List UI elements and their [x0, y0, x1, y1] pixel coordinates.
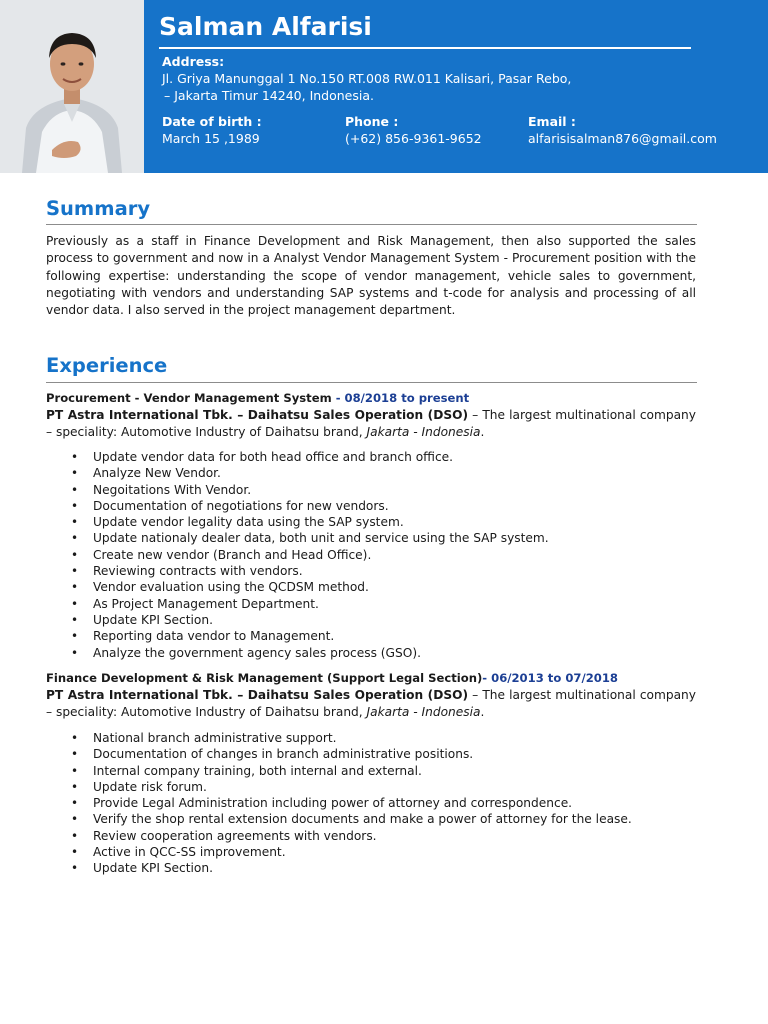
job-duties-2 — [46, 730, 696, 877]
summary-heading: Summary — [46, 197, 151, 220]
list-item: • Update vendor data for both head office and branch office. — [46, 449, 696, 465]
list-item: • Provide Legal Administration including power of attorney and correspondence. — [46, 795, 696, 811]
profile-photo — [0, 0, 144, 173]
job-company-2 — [46, 687, 696, 720]
address-line-1: Jl. Griya Manunggal 1 No.150 RT.008 RW.011 Kalisari, Pasar Rebo, — [162, 71, 572, 86]
list-item: • Update vendor legality data using the SAP system. — [46, 514, 696, 530]
list-item: • National branch administrative support. — [46, 730, 696, 746]
list-item: • As Project Management Department. — [46, 596, 696, 612]
job-company-1 — [46, 407, 696, 440]
company-location: Jakarta - Indonesia — [366, 424, 481, 439]
job-dates: 06/2013 to 07/2018 — [491, 671, 618, 685]
dob-label: Date of birth : — [162, 114, 262, 129]
company-description: – The largest multinational company – speciality: Automotive Industry of Daihatsu brand, — [46, 688, 696, 719]
list-item: • Update risk forum. — [46, 779, 696, 795]
address-line-2: – Jakarta Timur 14240, Indonesia. — [164, 88, 374, 103]
dob-value: March 15 ,1989 — [162, 131, 260, 146]
job-duties-1 — [46, 449, 696, 661]
phone-value: (+62) 856-9361-9652 — [345, 131, 482, 146]
company-end-mark: . — [480, 704, 485, 719]
email-value: alfarisisalman876@gmail.com — [528, 131, 717, 146]
name-underline — [159, 47, 691, 49]
list-item: • Update KPI Section. — [46, 612, 696, 628]
job-title-1 — [46, 391, 696, 405]
list-item: • Negoitations With Vendor. — [46, 482, 696, 498]
company-location: Jakarta - Indonesia — [366, 704, 481, 719]
list-item: • Reporting data vendor to Management. — [46, 628, 696, 644]
job-date-separator: - — [331, 391, 345, 405]
candidate-name: Salman Alfarisi — [159, 12, 372, 41]
list-item: • Review cooperation agreements with vendors. — [46, 828, 696, 844]
job-title-2 — [46, 671, 696, 685]
experience-divider — [46, 382, 697, 383]
resume-header — [0, 0, 768, 173]
summary-text: Previously as a staff in Finance Development and Risk Management, then also supported the sales process to government and now in a Analyst Vendor Management System - Procurement position with the following expertise: understanding the scope of vendor management, vehicle sales to government, negotiating with vendors and understanding SAP systems and t-code for analysis and processing of all vendor data. I also served in the project management department. — [46, 234, 696, 318]
job-dates: 08/2018 to present — [344, 391, 470, 405]
company-description: – The largest multinational company – speciality: Automotive Industry of Daihatsu brand, — [46, 408, 696, 439]
person-portrait-icon — [0, 0, 144, 173]
company-name: PT Astra International Tbk. – Daihatsu Sales Operation (DSO) — [46, 408, 469, 422]
list-item: • Internal company training, both internal and external. — [46, 763, 696, 779]
list-item: • Documentation of changes in branch administrative positions. — [46, 746, 696, 762]
job-date-separator: - — [482, 671, 492, 685]
company-end-mark: . — [480, 424, 485, 439]
list-item: • Vendor evaluation using the QCDSM method. — [46, 579, 696, 595]
list-item: • Reviewing contracts with vendors. — [46, 563, 696, 579]
address-label: Address: — [162, 54, 225, 69]
job-role: Finance Development & Risk Management (Support Legal Section) — [46, 671, 483, 685]
summary-divider — [46, 224, 697, 225]
list-item: • Update KPI Section. — [46, 860, 696, 876]
list-item: • Verify the shop rental extension documents and make a power of attorney for the lease. — [46, 811, 696, 827]
header-info-panel — [144, 0, 768, 173]
list-item: • Update nationaly dealer data, both unit and service using the SAP system. — [46, 530, 696, 546]
list-item: • Analyze the government agency sales process (GSO). — [46, 645, 696, 661]
company-name: PT Astra International Tbk. – Daihatsu Sales Operation (DSO) — [46, 688, 469, 702]
list-item: • Active in QCC-SS improvement. — [46, 844, 696, 860]
email-label: Email : — [528, 114, 576, 129]
list-item: • Documentation of negotiations for new vendors. — [46, 498, 696, 514]
list-item: • Analyze New Vendor. — [46, 465, 696, 481]
job-role: Procurement - Vendor Management System — [46, 391, 332, 405]
experience-heading: Experience — [46, 354, 168, 377]
list-item: • Create new vendor (Branch and Head Office). — [46, 547, 696, 563]
phone-label: Phone : — [345, 114, 399, 129]
